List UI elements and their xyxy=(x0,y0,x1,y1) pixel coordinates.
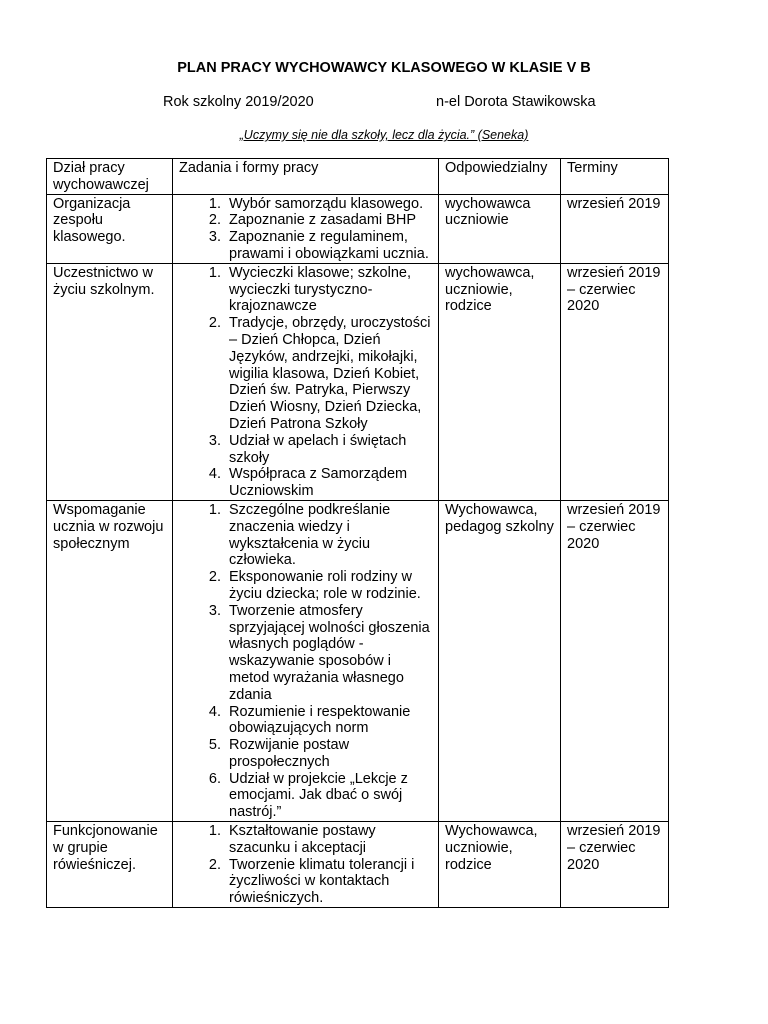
row-term: wrzesień 2019 xyxy=(561,194,669,263)
row-area: Funkcjonowanie w grupie rówieśniczej. xyxy=(47,822,173,908)
task-list xyxy=(179,502,432,821)
table-row xyxy=(47,500,669,821)
row-area: Uczestnictwo w życiu szkolnym. xyxy=(47,263,173,500)
row-responsible: Wychowawca, uczniowie, rodzice xyxy=(439,822,561,908)
task-item: 1. Wybór samorządu klasowego. xyxy=(225,196,432,213)
row-area: Wspomaganie ucznia w rozwoju społecznym xyxy=(47,500,173,821)
task-item: 3. Zapoznanie z regulaminem, prawami i obowiązkami ucznia. xyxy=(225,229,432,263)
task-item: 1. Szczególne podkreślanie znaczenia wiedzy i wykształcenia w życiu człowieka. xyxy=(225,502,432,569)
header-term: Terminy xyxy=(561,159,669,195)
table-row xyxy=(47,194,669,263)
header-area: Dział pracy wychowawczej xyxy=(47,159,173,195)
task-item: 4. Współpraca z Samorządem Uczniowskim xyxy=(225,466,432,500)
task-item: 2. Tradycje, obrzędy, uroczystości – Dzień Chłopca, Dzień Języków, andrzejki, mikołajki, wigilia klasowa, Dzień Kobiet, Dzień św. Patryka, Pierwszy Dzień Wiosny, Dzień Dziecka, Dzień Patrona Szkoły xyxy=(225,315,432,433)
task-item: 5. Rozwijanie postaw prospołecznych xyxy=(225,737,432,771)
row-responsible: wychowawca, uczniowie, rodzice xyxy=(439,263,561,500)
header-tasks: Zadania i formy pracy xyxy=(173,159,439,195)
task-item: 6. Udział w projekcie „Lekcje z emocjami. Jak dbać o swój nastrój.” xyxy=(225,771,432,821)
header-responsible: Odpowiedzialny xyxy=(439,159,561,195)
row-area: Organizacja zespołu klasowego. xyxy=(47,194,173,263)
task-list xyxy=(179,823,432,907)
motto-quote: „Uczymy się nie dla szkoły, lecz dla życia.” (Seneka) xyxy=(239,128,529,142)
row-responsible: wychowawca uczniowie xyxy=(439,194,561,263)
task-item: 4. Rozumienie i respektowanie obowiązujących norm xyxy=(225,704,432,738)
row-term: wrzesień 2019 – czerwiec 2020 xyxy=(561,263,669,500)
teacher-name: n-el Dorota Stawikowska xyxy=(436,94,596,110)
table-row xyxy=(47,263,669,500)
task-item: 1. Kształtowanie postawy szacunku i akceptacji xyxy=(225,823,432,857)
table-header-row xyxy=(47,159,669,195)
task-item: 2. Tworzenie klimatu tolerancji i życzliwości w kontaktach rówieśniczych. xyxy=(225,857,432,907)
task-item: 1. Wycieczki klasowe; szkolne, wycieczki turystyczno-krajoznawcze xyxy=(225,265,432,315)
table-row xyxy=(47,822,669,908)
row-tasks xyxy=(173,500,439,821)
page-title: PLAN PRACY WYCHOWAWCY KLASOWEGO W KLASIE V B xyxy=(177,60,591,76)
row-term: wrzesień 2019 – czerwiec 2020 xyxy=(561,822,669,908)
row-tasks xyxy=(173,822,439,908)
row-tasks xyxy=(173,194,439,263)
school-year: Rok szkolny 2019/2020 xyxy=(163,94,314,110)
task-list xyxy=(179,265,432,500)
task-item: 3. Udział w apelach i świętach szkoły xyxy=(225,433,432,467)
task-item: 2. Zapoznanie z zasadami BHP xyxy=(225,212,432,229)
row-responsible: Wychowawca, pedagog szkolny xyxy=(439,500,561,821)
task-list xyxy=(179,196,432,263)
task-item: 3. Tworzenie atmosfery sprzyjającej wolności głoszenia własnych poglądów - wskazywanie sposobów i metod wyrażania własnego zdania xyxy=(225,603,432,704)
work-plan-table xyxy=(46,158,669,908)
task-item: 2. Eksponowanie roli rodziny w życiu dziecka; role w rodzinie. xyxy=(225,569,432,603)
row-term: wrzesień 2019 – czerwiec 2020 xyxy=(561,500,669,821)
row-tasks xyxy=(173,263,439,500)
